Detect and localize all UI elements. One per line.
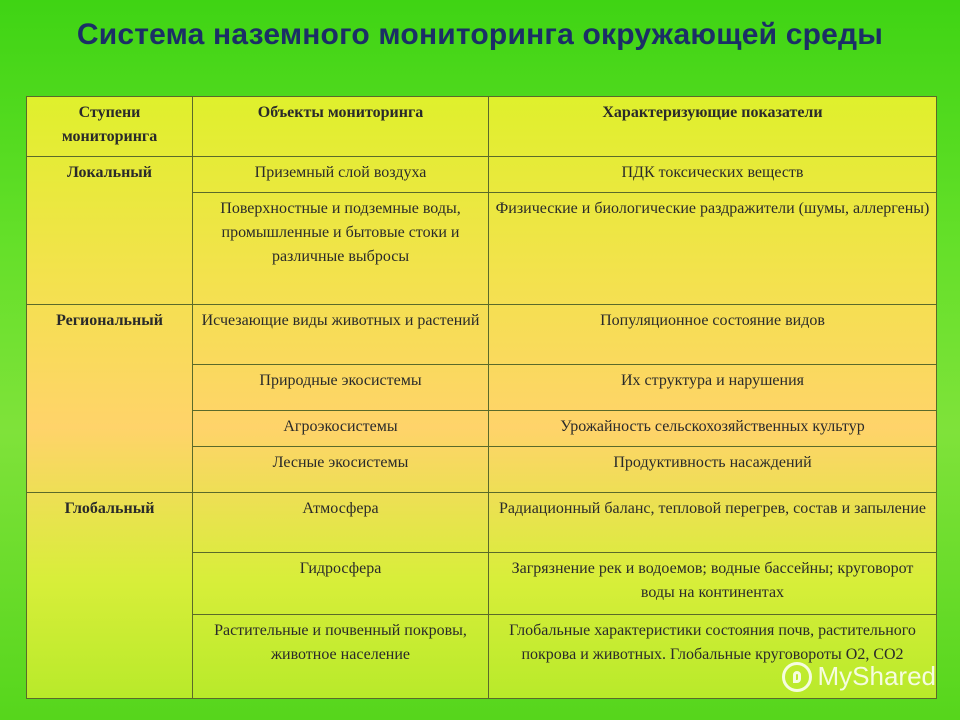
header-objects: Объекты мониторинга [193,97,489,157]
indicator-cell: Популяционное состояние видов [489,305,937,365]
header-indicators: Характеризующие показатели [489,97,937,157]
level-regional: Региональный [27,305,193,493]
level-global: Глобальный [27,493,193,699]
object-cell: Агроэкосистемы [193,411,489,447]
indicator-cell: Глобальные характеристики состояния почв, растительного покрова и животных. Глобальные круговороты О2, СО2 [489,615,937,699]
indicator-cell: Радиационный баланс, тепловой перегрев, состав и запыление [489,493,937,553]
indicator-cell: Продуктивность насаждений [489,447,937,493]
indicator-cell: Их структура и нарушения [489,365,937,411]
indicator-cell: Физические и биологические раздражители (шумы, аллергены) [489,193,937,305]
object-cell: Исчезающие виды животных и растений [193,305,489,365]
indicator-cell: ПДК токсических веществ [489,157,937,193]
indicator-cell: Загрязнение рек и водоемов; водные бассейны; круговорот воды на континентах [489,553,937,615]
header-levels: Ступени мониторинга [27,97,193,157]
object-cell: Поверхностные и подземные воды, промышленные и бытовые стоки и различные выбросы [193,193,489,305]
object-cell: Лесные экосистемы [193,447,489,493]
object-cell: Атмосфера [193,493,489,553]
object-cell: Приземный слой воздуха [193,157,489,193]
page-title: Система наземного мониторинга окружающей среды [76,18,884,51]
level-local: Локальный [27,157,193,305]
watermark [782,661,937,692]
table-row [27,493,937,553]
object-cell: Гидросфера [193,553,489,615]
object-cell: Растительные и почвенный покровы, животное население [193,615,489,699]
chat-bubble-icon [782,662,812,692]
monitoring-table [26,96,937,699]
monitoring-table-container [26,96,936,699]
indicator-cell: Урожайность сельскохозяйственных культур [489,411,937,447]
object-cell: Природные экосистемы [193,365,489,411]
table-header-row [27,97,937,157]
watermark-text: MyShared [817,661,936,691]
table-row [27,157,937,193]
table-row [27,305,937,365]
